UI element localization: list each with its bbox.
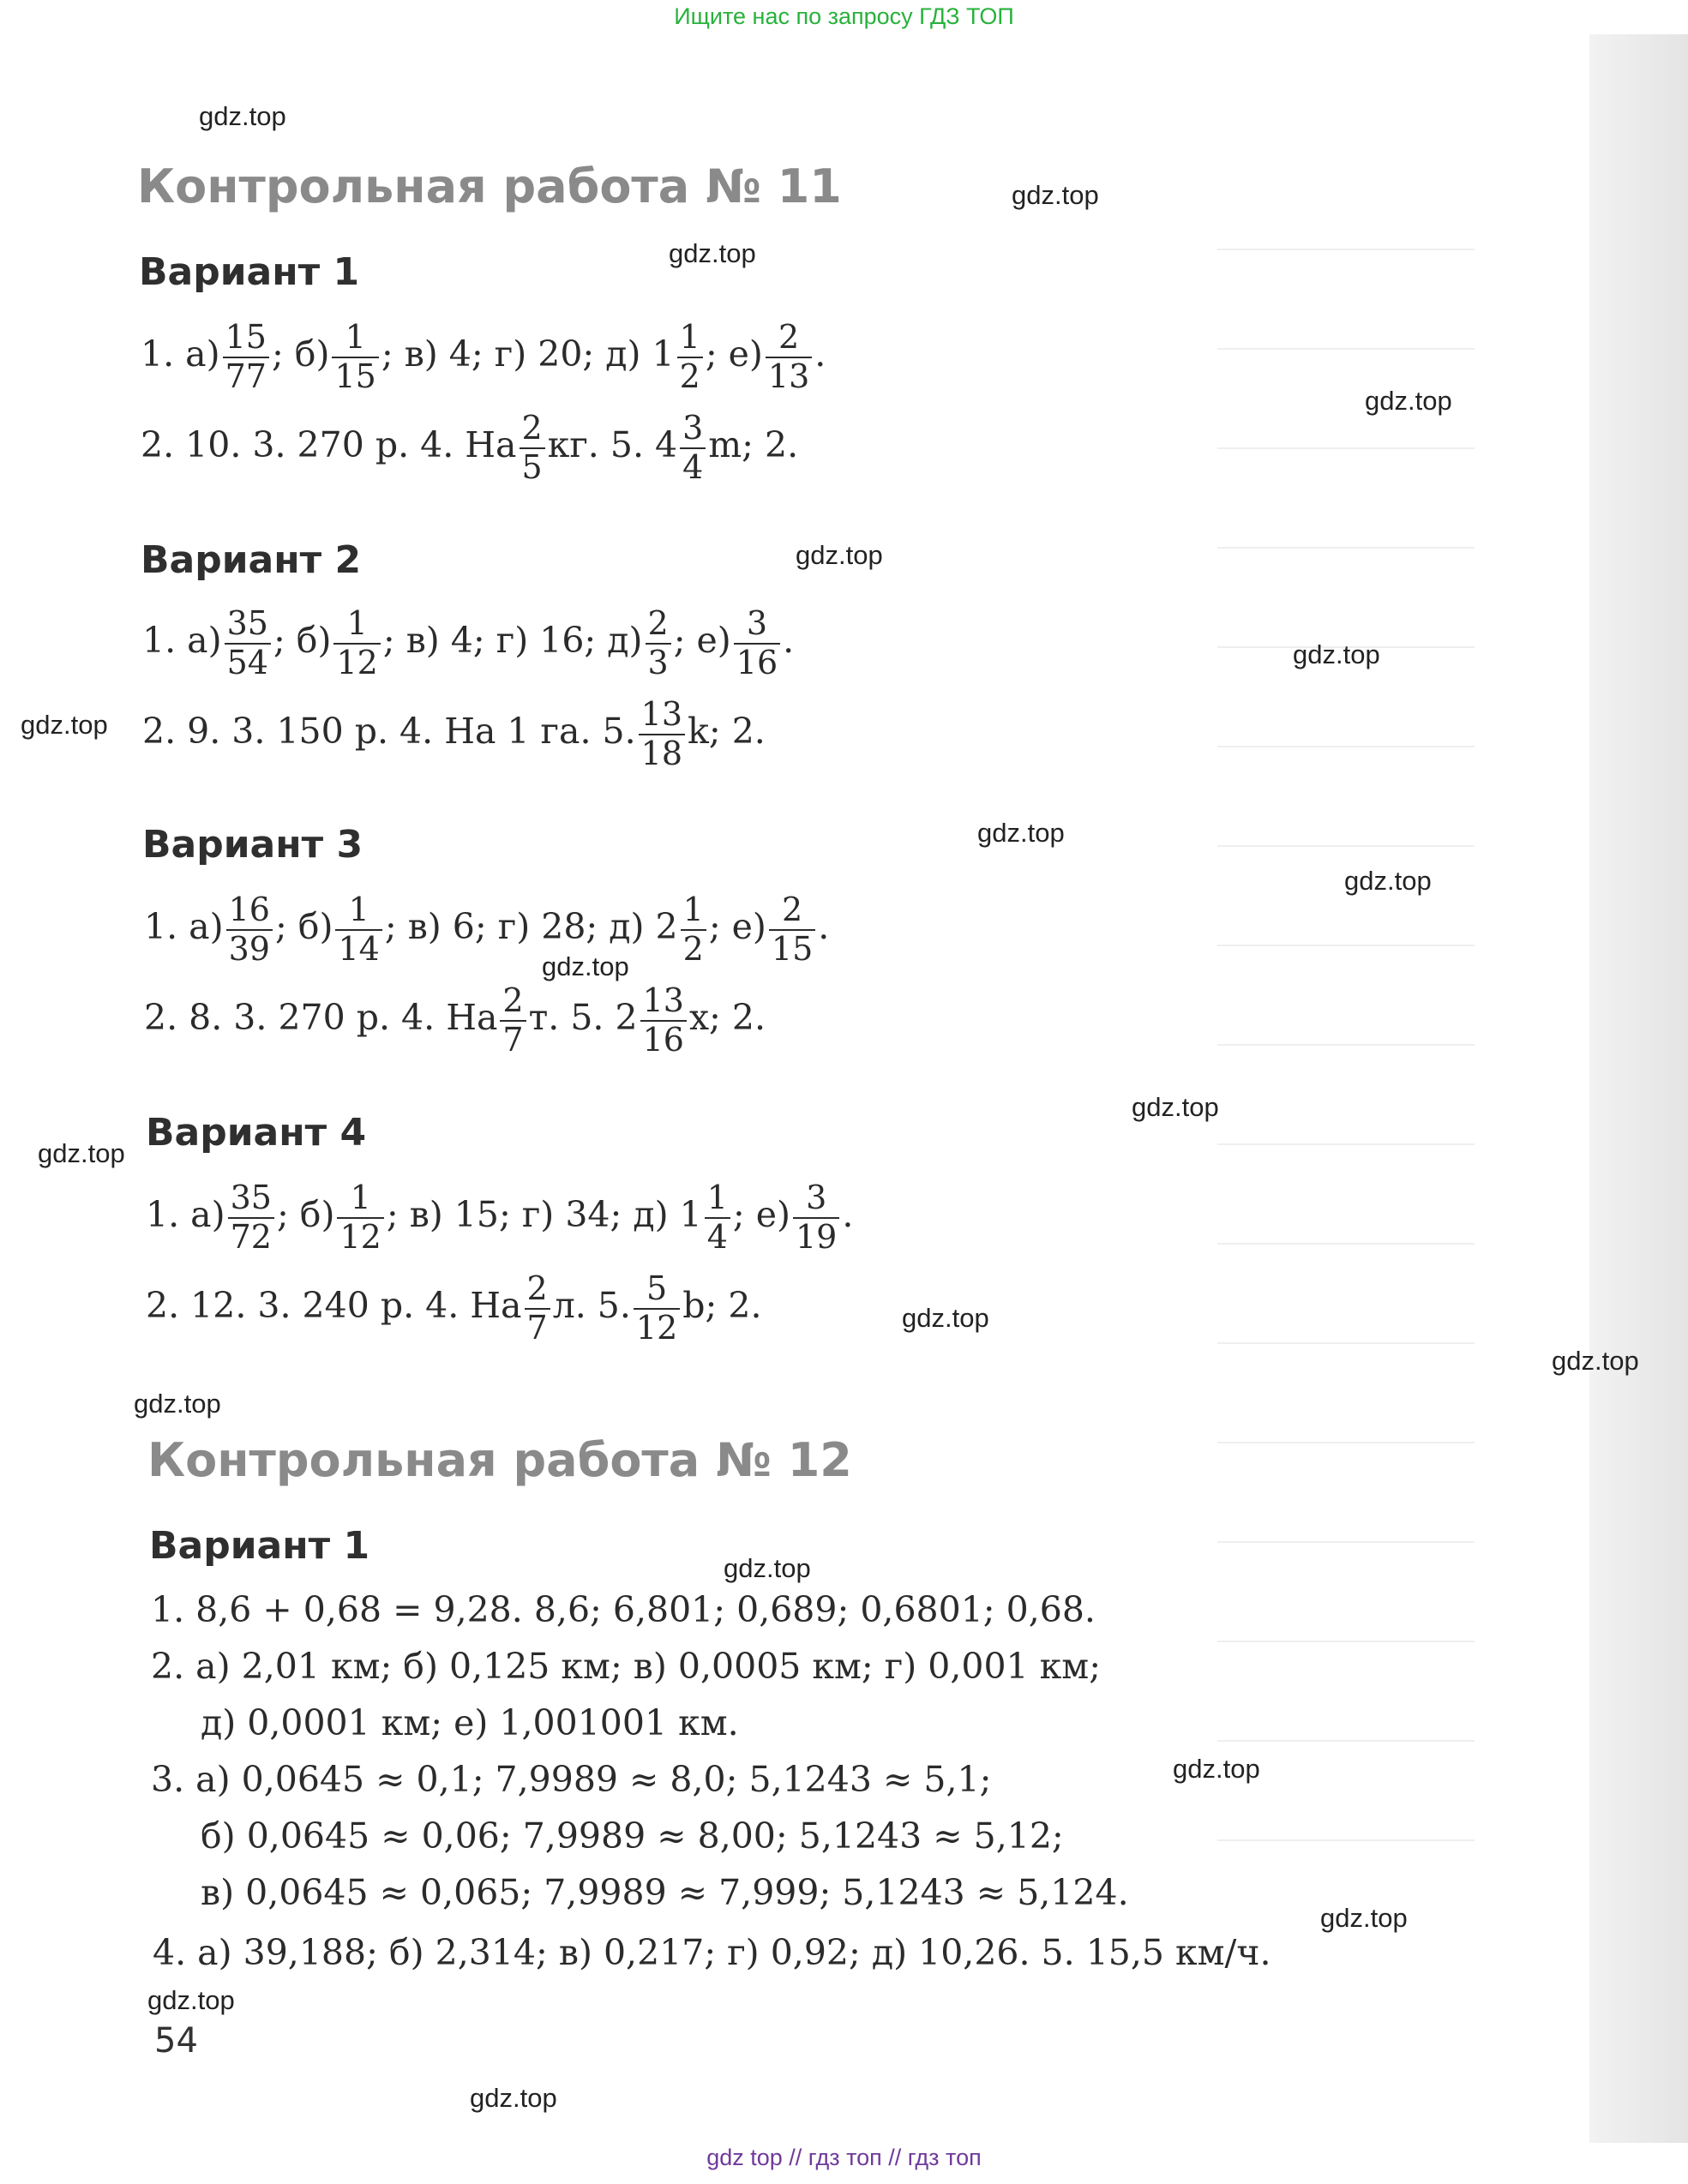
- watermark: gdz.top: [902, 1303, 989, 1333]
- fraction: $\frac{3}{16}$: [734, 605, 780, 681]
- watermark: gdz.top: [21, 710, 108, 740]
- watermark: gdz.top: [796, 540, 883, 570]
- watermark: gdz.top: [199, 101, 286, 131]
- fraction: $\frac{2}{7}$: [525, 1270, 550, 1347]
- page-edge-shadow: [1589, 34, 1688, 2143]
- watermark: gdz.top: [470, 2083, 557, 2113]
- fraction: $\frac{1}{2}$: [681, 891, 706, 968]
- answer-line: 2. 9. 3. 150 р. 4. На 1 га. 5. $\frac{13}{18}$ k; 2.: [142, 695, 766, 772]
- fraction: $\frac{1}{14}$: [335, 891, 381, 968]
- watermark: gdz.top: [147, 1985, 235, 2015]
- section-title-kr12: Контрольная работа № 12: [147, 1433, 852, 1487]
- section-title-kr11: Контрольная работа № 11: [137, 159, 842, 213]
- answer-line: 2. 12. 3. 240 р. 4. На $\frac{2}{7}$ л. 5. $\frac{5}{12}$ b; 2.: [146, 1269, 762, 1347]
- answer-line: 1. а) $\frac{35}{72}$ ; б) $\frac{1}{12}$ ; в) 15; г) 34; д) 1 $\frac{1}{4}$ ; е) $\frac{3}{19}$ .: [146, 1179, 854, 1256]
- top-banner: Ищите нас по запросу ГДЗ ТОП: [674, 3, 1014, 29]
- answer-line: 2. 10. 3. 270 р. 4. На $\frac{2}{5}$ кг. 5. 4 $\frac{3}{4}$ m; 2.: [141, 409, 799, 486]
- fraction: $\frac{2}{5}$: [520, 410, 545, 486]
- watermark: gdz.top: [1173, 1754, 1260, 1784]
- answer-line: 1. а) $\frac{16}{39}$ ; б) $\frac{1}{14}$ ; в) 6; г) 28; д) 2 $\frac{1}{2}$ ; е) $\frac{2}{15}$ .: [144, 891, 830, 968]
- answer-line: 3. а) 0,0645 ≈ 0,1; 7,9989 ≈ 8,0; 5,1243 ≈ 5,1;: [151, 1759, 992, 1800]
- watermark: gdz.top: [38, 1138, 125, 1168]
- watermark: gdz.top: [1552, 1346, 1639, 1376]
- fraction: $\frac{1}{2}$: [677, 319, 703, 395]
- bleed-through-texture: [1217, 154, 1475, 1954]
- watermark: gdz.top: [977, 818, 1065, 848]
- answer-line: 2. а) 2,01 км; б) 0,125 км; в) 0,0005 км; г) 0,001 км;: [151, 1646, 1102, 1687]
- fraction: $\frac{13}{18}$: [639, 696, 685, 772]
- variant-heading: Вариант 3: [142, 823, 363, 867]
- answer-line: 2. 8. 3. 270 р. 4. На $\frac{2}{7}$ т. 5. 2 $\frac{13}{16}$ x; 2.: [144, 981, 766, 1059]
- fraction: $\frac{1}{12}$: [337, 1179, 383, 1256]
- fraction: $\frac{1}{4}$: [705, 1179, 730, 1256]
- watermark: gdz.top: [669, 238, 756, 268]
- fraction: $\frac{1}{12}$: [333, 605, 380, 681]
- answer-line: 1. 8,6 + 0,68 = 9,28. 8,6; 6,801; 0,689; 0,6801; 0,68.: [151, 1589, 1096, 1630]
- fraction: $\frac{3}{4}$: [680, 410, 706, 486]
- watermark: gdz.top: [1365, 386, 1452, 416]
- fraction: $\frac{15}{77}$: [223, 319, 269, 395]
- watermark: gdz.top: [134, 1389, 221, 1419]
- fraction: $\frac{5}{12}$: [634, 1270, 680, 1347]
- footer-links[interactable]: gdz top // гдз топ // гдз топ: [706, 2145, 982, 2170]
- fraction: $\frac{16}{39}$: [226, 891, 273, 968]
- fraction: $\frac{2}{15}$: [769, 891, 815, 968]
- page-number: 54: [154, 2021, 198, 2061]
- fraction: $\frac{2}{3}$: [646, 605, 671, 681]
- fraction: $\frac{2}{13}$: [766, 319, 812, 395]
- watermark: gdz.top: [1132, 1092, 1219, 1122]
- fraction: $\frac{35}{54}$: [225, 605, 271, 681]
- answer-line: д) 0,0001 км; е) 1,001001 км.: [201, 1702, 739, 1743]
- fraction: $\frac{1}{15}$: [332, 319, 378, 395]
- answer-line: 1. а) $\frac{15}{77}$ ; б) $\frac{1}{15}$ ; в) 4; г) 20; д) 1 $\frac{1}{2}$ ; е) $\frac{2}{13}$ .: [141, 318, 826, 395]
- variant-heading: Вариант 1: [139, 250, 360, 294]
- answer-line: 4. а) 39,188; б) 2,314; в) 0,217; г) 0,92; д) 10,26. 5. 15,5 км/ч.: [153, 1932, 1271, 1973]
- answer-line: в) 0,0645 ≈ 0,065; 7,9989 ≈ 7,999; 5,1243 ≈ 5,124.: [201, 1872, 1129, 1913]
- watermark: gdz.top: [724, 1553, 811, 1583]
- variant-heading: Вариант 1: [149, 1524, 370, 1568]
- watermark: gdz.top: [1293, 639, 1380, 669]
- fraction: $\frac{3}{19}$: [793, 1179, 839, 1256]
- fraction: $\frac{2}{7}$: [500, 982, 526, 1059]
- variant-heading: Вариант 4: [146, 1111, 367, 1155]
- watermark: gdz.top: [1320, 1903, 1408, 1933]
- watermark: gdz.top: [1012, 180, 1099, 210]
- watermark: gdz.top: [542, 951, 629, 981]
- variant-heading: Вариант 2: [141, 538, 362, 582]
- watermark: gdz.top: [1344, 866, 1432, 896]
- fraction: $\frac{35}{72}$: [228, 1179, 274, 1256]
- answer-line: б) 0,0645 ≈ 0,06; 7,9989 ≈ 8,00; 5,1243 ≈ 5,12;: [201, 1815, 1064, 1857]
- fraction: $\frac{13}{16}$: [640, 982, 687, 1059]
- answer-line: 1. а) $\frac{35}{54}$ ; б) $\frac{1}{12}$ ; в) 4; г) 16; д) $\frac{2}{3}$ ; е) $\frac{3}{16}$ .: [142, 604, 795, 681]
